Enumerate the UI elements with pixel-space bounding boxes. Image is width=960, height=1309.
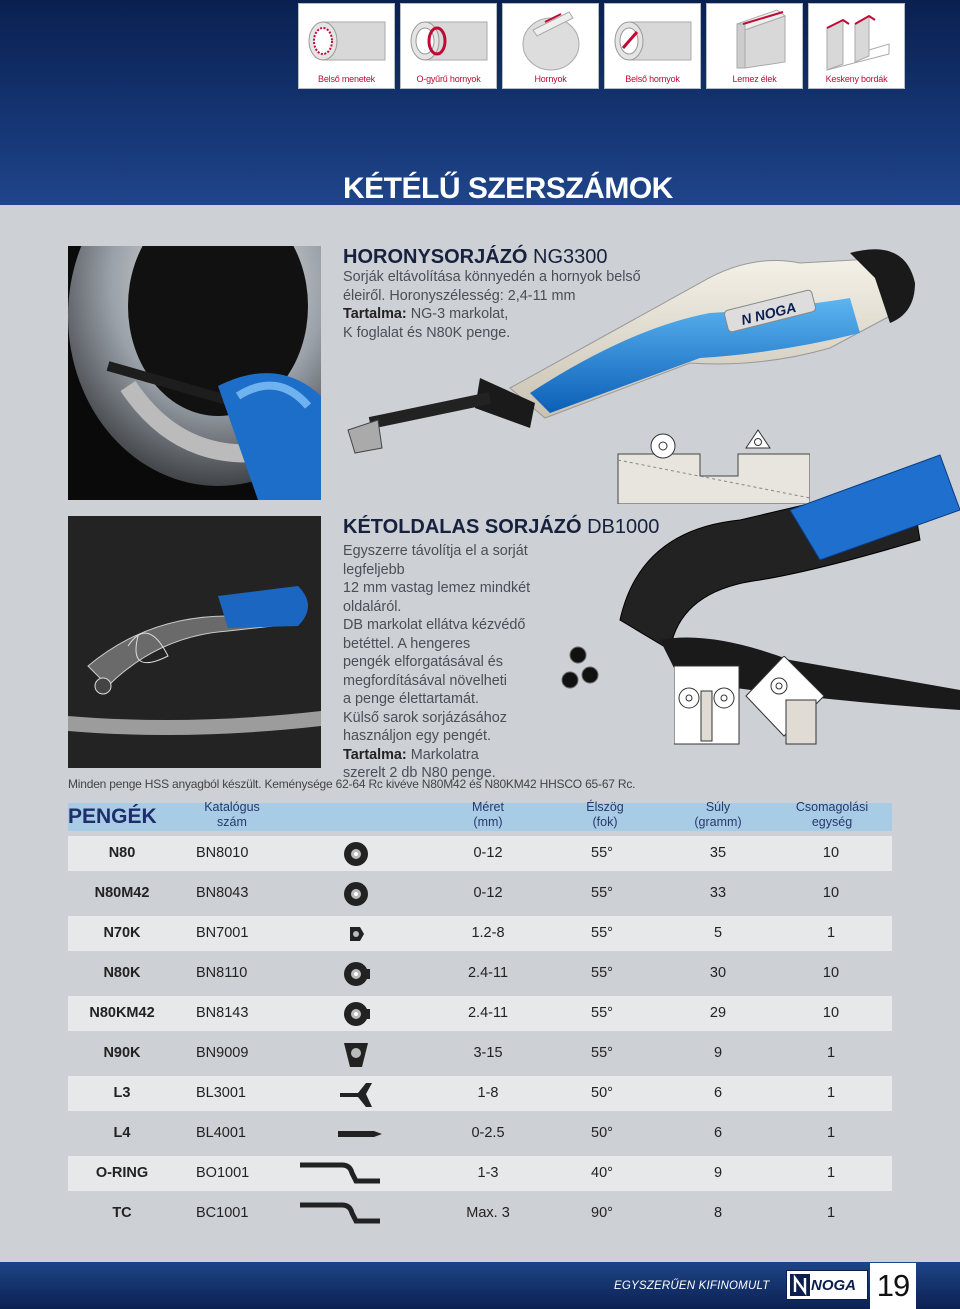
catalog-number: BL4001 — [196, 1125, 246, 1141]
blade-hook-icon — [300, 1199, 380, 1234]
product-code: NG3300 — [533, 246, 608, 268]
blade-round-tab-icon — [338, 959, 418, 994]
category-card-sheet-edge[interactable] — [706, 3, 803, 89]
page-title: KÉTÉLŰ SZERSZÁMOK — [343, 172, 673, 205]
catalog-number: BN8010 — [196, 845, 249, 861]
header-line: Csomagolási — [795, 800, 869, 814]
blade-hook-icon — [300, 1159, 380, 1194]
blade-weight: 35 — [709, 845, 727, 861]
blade-angle: 55° — [591, 925, 613, 941]
catalog-number: BL3001 — [196, 1085, 246, 1101]
blade-angle: 90° — [591, 1205, 613, 1221]
blade-size: 3-15 — [473, 1045, 503, 1061]
hardness-note: Minden penge HSS anyagból készült. Keménysége 62-64 Rc kivéve N80M42 és N80KM42 HHSCO 65-67 Rc. — [68, 777, 636, 791]
blade-size: 1-8 — [477, 1085, 499, 1101]
blade-weight: 6 — [713, 1085, 723, 1101]
blade-angle: 50° — [591, 1125, 613, 1141]
blade-code: N80K — [103, 965, 141, 981]
product-code: DB1000 — [587, 516, 660, 538]
logo-text: NOGA — [811, 1277, 856, 1294]
blade-weight: 30 — [709, 965, 727, 981]
pack-unit: 10 — [822, 845, 840, 861]
blade-size: 2.4-11 — [467, 1005, 509, 1021]
blade-angle: 40° — [591, 1165, 613, 1181]
content-text: NG-3 markolat, — [406, 306, 509, 322]
sheet-deburr-diagram — [674, 656, 824, 748]
pack-unit: 1 — [826, 925, 836, 941]
pack-unit: 1 — [826, 1045, 836, 1061]
blade-code: N80M42 — [94, 885, 150, 901]
content-text: szerelt 2 db N80 penge. — [343, 765, 496, 781]
blade-angle: 55° — [591, 1045, 613, 1061]
catalog-number: BN8143 — [196, 1005, 249, 1021]
blade-weight: 29 — [709, 1005, 727, 1021]
header-line: Méret — [472, 800, 504, 814]
content-text: Markolatra — [406, 746, 479, 763]
pack-unit: 1 — [826, 1085, 836, 1101]
product-desc-text: Egyszerre távolítja el a sorját legfeljebb 12 mm vastag lemez mindkét oldaláról. DB markolat ellátva kézvédő betéttel. A hengeres pengék elforgatásával és megfordításával növelheti a penge élettartamát. Külső sarok sorjázásához használjon egy pengét. — [343, 543, 531, 744]
category-card-inner-thread[interactable] — [298, 3, 395, 89]
blade-size: 0-2.5 — [471, 1125, 505, 1141]
blade-code: N70K — [103, 925, 141, 941]
blade-code: N90K — [103, 1045, 141, 1061]
blade-code: L4 — [113, 1125, 131, 1141]
product-desc-text: Sorják eltávolítása könnyedén a hornyok belső éleiről. Horonyszélesség: 2,4-11 mm — [343, 269, 641, 304]
catalog-number: BN9009 — [196, 1045, 249, 1061]
header-line: egység — [811, 814, 853, 829]
header-line: (fok) — [592, 814, 618, 829]
pack-unit: 10 — [822, 885, 840, 901]
blade-angle: 55° — [591, 965, 613, 981]
blade-weight: 8 — [713, 1205, 723, 1221]
blade-weight: 33 — [709, 885, 727, 901]
pack-unit: 1 — [826, 1165, 836, 1181]
blade-l4-icon — [338, 1119, 418, 1154]
blade-code: TC — [112, 1205, 132, 1221]
pack-unit: 1 — [826, 1205, 836, 1221]
header-line: Súly — [705, 800, 731, 814]
header-weight — [694, 800, 741, 829]
noga-logo — [786, 1270, 868, 1300]
narrow-rib-icon — [809, 4, 906, 74]
blade-weight: 9 — [713, 1045, 723, 1061]
catalog-number: BN8043 — [196, 885, 249, 901]
blade-weight: 9 — [713, 1165, 723, 1181]
blade-size: 1-3 — [477, 1165, 499, 1181]
blade-code: N80 — [108, 845, 136, 861]
page-number: 19 — [870, 1263, 916, 1309]
header-angle — [586, 800, 624, 829]
category-label: Belső menetek — [318, 74, 375, 84]
catalog-number: BC1001 — [196, 1205, 249, 1221]
blade-triangle-icon — [338, 1039, 418, 1074]
blade-small-icon — [338, 919, 418, 954]
catalog-number: BN8110 — [196, 965, 248, 981]
pack-unit: 10 — [822, 1005, 840, 1021]
header-line: (mm) — [473, 814, 503, 829]
svg-text:N NOGA: N NOGA — [739, 298, 798, 328]
header-line: (gramm) — [694, 814, 742, 829]
blade-weight: 5 — [713, 925, 723, 941]
pipe-inner-thread-icon — [299, 4, 396, 74]
blade-code: O-RING — [95, 1165, 149, 1181]
header-pack — [796, 800, 868, 829]
product-name: HORONYSORJÁZÓ — [343, 246, 528, 268]
blade-size: 2.4-11 — [467, 965, 509, 981]
category-label: Lemez élek — [732, 74, 777, 84]
blade-round-tab-icon — [338, 999, 418, 1034]
sheet-edge-icon — [707, 4, 804, 74]
content-text: K foglalat és N80K penge. — [343, 324, 511, 341]
pipe-o-ring-groove-icon — [401, 4, 498, 74]
header-line: szám — [217, 814, 247, 829]
header-size — [472, 800, 504, 829]
product-name: KÉTOLDALAS SORJÁZÓ — [343, 516, 582, 538]
blade-angle: 55° — [591, 885, 613, 901]
blade-size: 0-12 — [473, 845, 503, 861]
blade-angle: 55° — [591, 1005, 613, 1021]
blade-l3-icon — [338, 1079, 418, 1114]
header-line: Élszög — [586, 800, 624, 814]
ng3300-usage-photo — [68, 246, 321, 500]
content-label: Tartalma: — [343, 306, 407, 322]
category-label: Keskeny bordák — [825, 74, 888, 84]
category-card-narrow-rib[interactable] — [808, 3, 905, 89]
pack-unit: 1 — [826, 1125, 836, 1141]
blade-code: L3 — [113, 1085, 131, 1101]
blade-size: 0-12 — [473, 885, 503, 901]
category-label: O-gyűrű hornyok — [416, 74, 481, 84]
header-line: Katalógus — [204, 800, 260, 814]
blade-size: Max. 3 — [466, 1205, 510, 1221]
product-desc-db1000 — [343, 542, 583, 783]
blade-size: 1.2-8 — [471, 925, 505, 941]
catalog-number: BN7001 — [196, 925, 249, 941]
db1000-usage-photo — [68, 516, 321, 768]
category-card-inner-groove[interactable] — [604, 3, 701, 89]
blade-angle: 50° — [591, 1085, 613, 1101]
groove-icon — [503, 4, 600, 74]
blade-angle: 55° — [591, 845, 613, 861]
pipe-inner-groove-icon — [605, 4, 702, 74]
pack-unit: 10 — [822, 965, 840, 981]
category-label: Hornyok — [534, 74, 567, 84]
header-catalog — [204, 800, 260, 829]
table-heading: PENGÉK — [68, 805, 157, 828]
category-card-o-ring[interactable] — [400, 3, 497, 89]
blade-round-icon — [338, 839, 418, 874]
catalog-number: BO1001 — [196, 1165, 250, 1181]
category-label: Belső hornyok — [625, 74, 680, 84]
category-card-groove[interactable] — [502, 3, 599, 89]
footer-tagline: EGYSZERŰEN KIFINOMULT — [614, 1280, 770, 1292]
noga-n-icon — [790, 1274, 810, 1296]
blade-weight: 6 — [713, 1125, 723, 1141]
blade-round-icon — [338, 879, 418, 914]
content-label: Tartalma: — [343, 746, 407, 763]
blade-code: N80KM42 — [89, 1005, 155, 1021]
